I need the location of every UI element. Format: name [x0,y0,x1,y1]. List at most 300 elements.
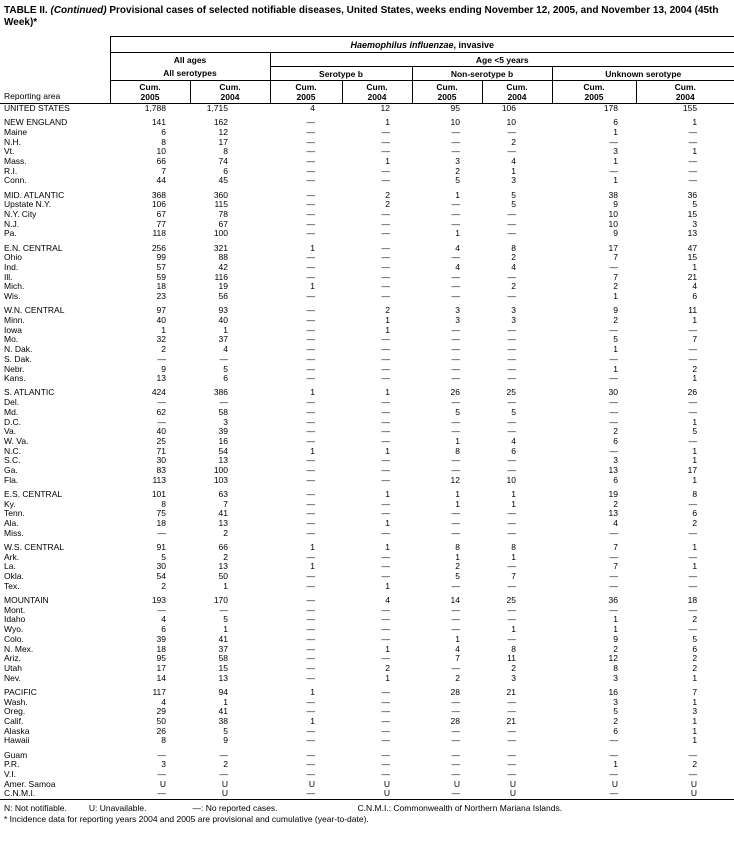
table-cell: 1 [310,562,315,572]
table-title-text: Provisional cases of selected notifiable diseases, United States, weeks ending November 12, 2005, and November 13, 2004 (45th Week)* [4,5,719,28]
table-cell: 1 [692,147,698,157]
table-cell: — [306,456,315,466]
table-cell: — [381,456,390,466]
table-cell: 9 [161,364,166,374]
table-cell: — [688,581,698,591]
row-label: W.S. CENTRAL [4,543,64,553]
table-cell: — [507,562,516,572]
table-cell: 2 [385,200,390,210]
table-cell: 8 [511,243,516,253]
table-cell: — [688,398,698,408]
table-cell: 16 [218,437,228,446]
table-cell: 21 [506,687,516,697]
table-cell: 256 [151,243,166,253]
table-cell: 2 [385,306,390,316]
table-cell: 1 [385,325,390,335]
table-cell: — [157,354,166,364]
row-label: Mass. [4,157,27,167]
table-cell: 141 [151,118,166,128]
footnote-legend-item: C.N.M.I.: Commonwealth of Northern Mariana Islands. [357,803,563,814]
table-cell: 66 [156,157,166,167]
table-cell: 5 [455,407,460,417]
table-cell: — [381,466,390,476]
table-cell: — [451,770,460,779]
table-cell: 1 [613,157,618,167]
table-cell: — [381,374,390,384]
table-cell: U [636,789,734,799]
table-cell: 113 [152,475,166,485]
table-cell: 1 [511,490,516,500]
table-cell: 57 [156,263,166,273]
table-row [0,408,734,418]
row-label: NEW ENGLAND [4,118,68,128]
table-cell: 54 [156,572,166,582]
column-header-cum-2004-4: Cum. 2004 [342,81,412,104]
reporting-area-header: Reporting area [0,37,110,104]
table-cell: 23 [156,292,166,302]
row-label: PACIFIC [4,687,37,697]
table-cell: 2 [385,190,390,200]
table-cell: — [451,726,460,736]
table-cell: 4 [455,644,460,654]
table-cell: — [451,750,460,760]
table-cell: — [507,605,516,615]
table-cell: 115 [214,200,228,210]
table-cell: — [507,325,516,335]
table-cell: 10 [156,147,166,157]
table-cell: — [381,475,390,485]
table-cell: 8 [692,490,698,500]
table-cell: — [507,697,516,707]
table-row [0,606,734,616]
table-cell: 14 [156,673,166,683]
row-label: S.C. [4,456,21,466]
table-cell: — [381,345,390,355]
table-cell: — [507,750,516,760]
table-cell: 2 [613,316,618,326]
table-cell: 3 [511,673,516,683]
table-cell: 3 [511,306,516,316]
table-cell: — [688,625,698,635]
table-cell: 13 [156,374,166,384]
table-row [0,456,734,466]
table-cell: 18 [156,519,166,529]
table-row [0,727,734,737]
table-cell: 6 [223,374,228,384]
table-cell: 11 [507,654,516,664]
row-label: W. Va. [4,437,29,446]
table-cell: 8 [455,543,460,553]
table-cell: 36 [687,190,698,200]
table-cell: 8 [161,137,166,147]
table-cell: — [381,707,390,717]
table-cell: 1 [385,157,390,167]
table-cell: 25 [156,437,166,446]
table-cell: 1 [310,446,315,456]
table-row [0,717,734,727]
table-cell: 1 [385,388,390,398]
table-cell: — [157,750,166,760]
table-cell: 1,788 [144,103,166,113]
table-cell: 95 [450,103,460,113]
table-cell: — [381,760,390,770]
table-cell: 2 [692,663,698,673]
table-cell: 3 [692,219,698,229]
table-row [0,635,734,645]
table-cell: — [507,528,516,538]
table-cell: — [381,263,390,273]
table-cell: 13 [608,509,618,519]
row-label: Mont. [4,605,26,615]
row-label: Ark. [4,552,20,562]
table-cell: 2 [692,615,698,625]
table-cell: — [306,770,315,779]
table-cell: 30 [156,456,166,466]
table-cell: 13 [608,466,618,476]
table-cell: — [507,760,516,770]
table-cell: — [381,687,390,697]
table-cell: — [306,345,315,355]
table-row [0,562,734,572]
table-cell: 5 [223,726,228,736]
table-cell: — [306,697,315,707]
table-cell: 17 [608,243,618,253]
table-cell: — [381,272,390,282]
table-cell: 4 [223,345,228,355]
table-row [0,398,734,408]
row-label: Alaska [4,726,30,736]
table-cell: — [306,750,315,760]
table-cell: 4 [511,437,516,446]
table-cell: 1 [455,229,460,239]
table-cell: — [609,770,618,779]
table-row [0,365,734,375]
table-cell: — [609,736,618,746]
subgroup-header-non-serotype-b: Non-serotype b [412,67,552,81]
table-cell: 2 [161,345,166,355]
table-cell: — [381,147,390,157]
table-cell: — [507,726,516,736]
table-cell: — [609,581,618,591]
table-cell: 12 [450,475,460,485]
table-cell: 2 [455,673,460,683]
table-row [0,509,734,519]
table-cell: 5 [455,572,460,582]
table-row [0,529,734,539]
table-cell: — [688,345,698,355]
table-cell: 25 [506,596,516,606]
table-cell: 10 [506,475,516,485]
table-cell: — [451,272,460,282]
table-row [0,698,734,708]
table-cell: — [306,166,315,176]
table-cell: 16 [608,687,618,697]
table-cell: 5 [161,552,166,562]
table-row [0,437,734,447]
table-cell: — [451,417,460,427]
table-cell: 15 [687,253,698,263]
table-row [0,476,734,486]
table-cell: 100 [213,466,228,476]
table-cell: — [306,707,315,717]
table-cell: 1 [223,697,228,707]
table-cell: — [609,572,618,582]
table-cell: — [306,726,315,736]
row-label: Wis. [4,292,21,302]
table-cell: 1 [613,615,618,625]
row-label: Tenn. [4,509,25,519]
table-cell: — [381,127,390,137]
table-cell: — [451,374,460,384]
table-cell: U [611,779,618,789]
table-cell: 7 [613,272,618,282]
table-cell: 5 [511,200,516,210]
table-cell: — [609,263,618,273]
table-cell: — [157,770,166,779]
table-cell: — [609,417,618,427]
table-cell: — [381,562,390,572]
table-cell: — [306,137,315,147]
table-cell: 7 [161,166,166,176]
table-cell: 424 [151,388,166,398]
table-row [0,543,734,553]
table-row [0,664,734,674]
table-cell: — [507,736,516,746]
table-cell: 15 [687,210,698,220]
table-cell: — [609,407,618,417]
table-cell: 41 [218,509,228,519]
table-cell: 1 [385,118,390,128]
table-cell: — [381,427,390,437]
table-row [0,316,734,326]
table-cell: 1 [310,687,315,697]
table-cell: — [552,789,636,799]
row-label: MOUNTAIN [4,596,49,606]
row-label: Tex. [4,581,20,591]
table-cell: — [219,354,228,364]
notifiable-diseases-table [0,36,734,800]
table-cell: 2 [692,364,698,374]
table-cell: U [690,779,698,789]
table-cell: — [381,253,390,263]
table-cell: — [157,398,166,408]
table-row [0,572,734,582]
table-row [0,654,734,664]
table-cell: 6 [692,644,698,654]
table-cell: 1 [692,543,698,553]
table-row [0,292,734,302]
table-cell: 3 [613,673,618,683]
row-label: Ind. [4,263,19,273]
table-row [0,789,734,799]
table-cell: 7 [692,687,698,697]
row-label: UNITED STATES [4,103,70,113]
table-row [0,167,734,177]
table-cell: — [306,219,315,229]
table-cell: 50 [218,572,228,582]
table-cell: 1 [511,499,516,509]
table-cell: 37 [218,644,228,654]
table-row [0,736,734,746]
table-cell: 1 [310,388,315,398]
table-cell: — [507,427,516,437]
table-cell: 1 [613,345,618,355]
table-cell: — [381,552,390,562]
table-cell: 1 [455,190,460,200]
row-label: Wash. [4,697,28,707]
table-cell: 40 [156,427,166,437]
table-cell: — [507,272,516,282]
footnote-legend [4,803,730,814]
table-cell: — [306,596,315,606]
table-cell: — [381,398,390,408]
table-cell: — [306,644,315,654]
table-cell: — [381,219,390,229]
row-label: Nebr. [4,364,25,374]
table-row [0,447,734,457]
row-label: Mich. [4,282,25,292]
table-cell: — [306,673,315,683]
table-cell: 6 [161,625,166,635]
table-cell: U [342,789,412,799]
table-cell: — [381,770,390,779]
table-cell: — [507,219,516,229]
table-cell: 7 [223,499,228,509]
row-label: E.N. CENTRAL [4,243,63,253]
table-cell: 1 [692,736,698,746]
table-cell: 7 [692,335,698,345]
table-cell: 360 [213,190,228,200]
table-cell: 45 [218,176,228,186]
table-row [0,582,734,592]
row-label: R.I. [4,166,18,176]
table-cell: 9 [613,229,618,239]
row-label: Amer. Samoa [4,779,56,789]
table-cell: 5 [455,176,460,186]
table-cell: — [609,446,618,456]
row-label: Miss. [4,528,24,538]
table-cell: — [451,760,460,770]
table-row [0,335,734,345]
table-cell: 1 [613,127,618,137]
table-cell: 1 [455,437,460,446]
table-cell: — [306,625,315,635]
table-row [0,615,734,625]
table-cell: 3 [613,147,618,157]
table-row [0,244,734,254]
table-row [0,707,734,717]
table-cell: 1 [692,316,698,326]
row-label: Ohio [4,253,22,263]
table-cell: — [306,272,315,282]
table-cell: — [306,316,315,326]
table-cell: 1 [692,562,698,572]
group-header-all-ages: All ages [110,53,270,67]
table-cell: 9 [223,736,228,746]
table-cell: 58 [218,654,228,664]
table-cell: 39 [156,634,166,644]
table-cell: 106 [501,103,516,113]
table-cell: — [306,335,315,345]
table-cell: 1 [385,490,390,500]
table-cell: 38 [218,716,228,726]
table-cell: 7 [455,654,460,664]
table-cell: — [381,750,390,760]
table-cell: — [381,625,390,635]
table-row [0,263,734,273]
table-row [0,418,734,428]
row-label: P.R. [4,760,20,770]
table-cell: 67 [156,210,166,220]
table-cell: — [381,499,390,509]
table-cell: 15 [218,663,228,673]
table-cell: — [381,605,390,615]
row-label: C.N.M.I. [0,789,110,799]
table-cell: — [451,663,460,673]
row-label: Minn. [4,316,25,326]
table-cell: — [688,499,698,509]
table-cell: — [609,552,618,562]
table-cell: 1 [223,625,228,635]
table-cell: — [688,552,698,562]
table-cell: 4 [455,243,460,253]
table-cell: 17 [218,137,228,147]
table-cell: 2 [161,581,166,591]
row-label: N.J. [4,219,20,229]
table-cell: — [451,219,460,229]
table-cell: 71 [156,446,166,456]
table-cell: 6 [613,726,618,736]
table-row [0,326,734,336]
table-cell: 3 [455,157,460,167]
table-cell: 1 [692,726,698,736]
table-cell: — [219,605,228,615]
table-cell: 1 [385,581,390,591]
table-cell: — [381,417,390,427]
row-label: Md. [4,407,19,417]
table-cell: 19 [608,490,618,500]
table-cell: 21 [687,272,698,282]
table-row [0,674,734,684]
table-cell: — [381,282,390,292]
table-cell: — [306,118,315,128]
column-header-cum-2005-3: Cum. 2005 [270,81,342,104]
table-cell: — [688,750,698,760]
table-cell: — [306,157,315,167]
table-cell: 28 [450,716,460,726]
table-cell: 2 [692,760,698,770]
column-header-cum-2004-2: Cum. 2004 [190,81,270,104]
table-cell: 95 [156,654,166,664]
table-cell: 2 [511,253,516,263]
row-label: Del. [4,398,20,408]
table-cell: — [381,572,390,582]
table-cell: — [306,572,315,582]
table-cell: — [381,229,390,239]
table-row [0,273,734,283]
row-label: Nev. [4,673,21,683]
row-label: Kans. [4,374,26,384]
table-cell: 5 [613,707,618,717]
table-cell: — [110,789,190,799]
table-cell: 13 [687,229,698,239]
table-cell: — [381,210,390,220]
table-cell: 5 [692,427,698,437]
table-cell: 32 [156,335,166,345]
table-cell: — [306,509,315,519]
table-cell: 10 [608,219,618,229]
table-cell: — [306,147,315,157]
